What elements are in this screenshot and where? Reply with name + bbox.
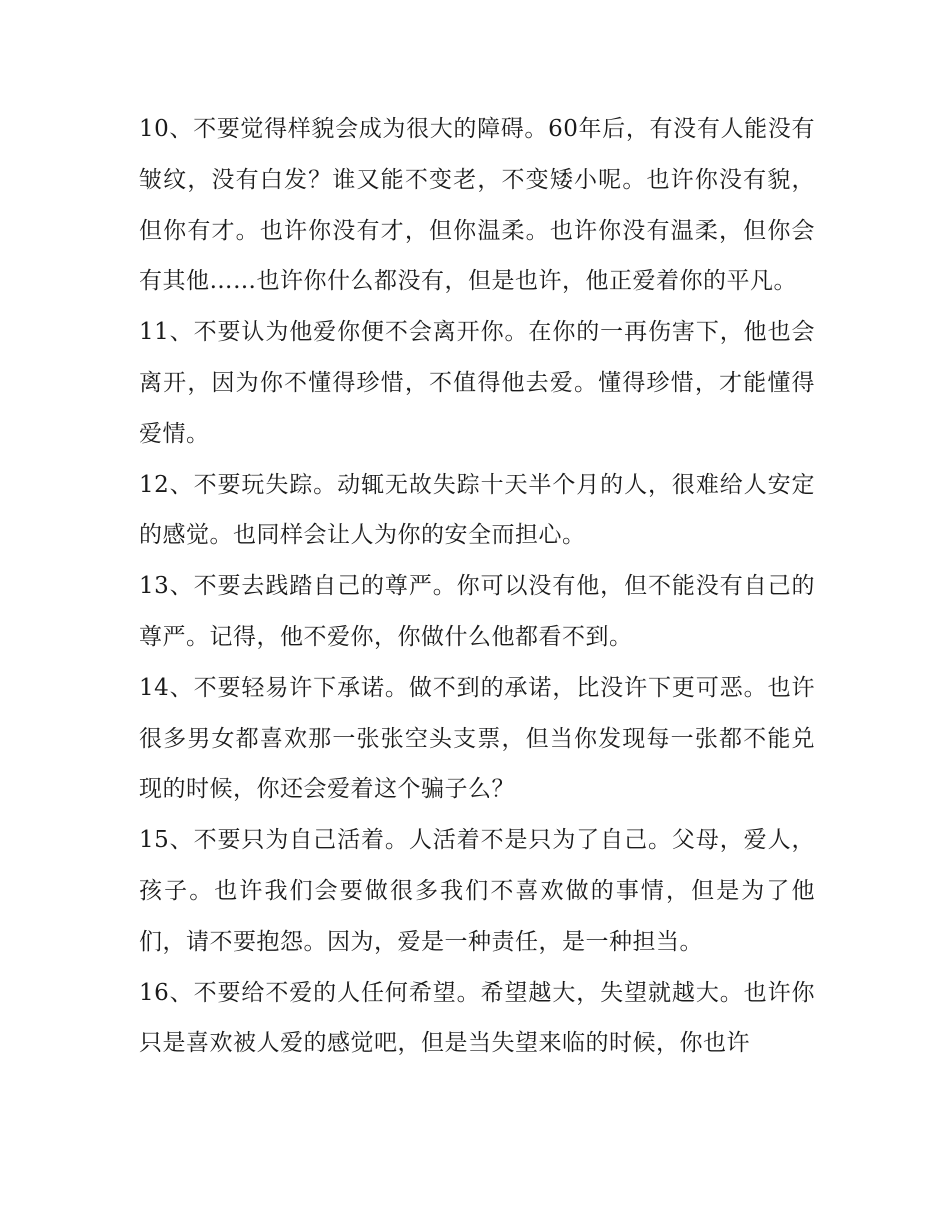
- paragraph-12: 12、不要玩失踪。动辄无故失踪十天半个月的人，很难给人安定的感觉。也同样会让人为你的安全而担心。: [139, 471, 815, 549]
- paragraph-14: 14、不要轻易许下承诺。做不到的承诺，比没许下更可恶。也许很多男女都喜欢那一张张空头支票，但当你发现每一张都不能兑现的时候，你还会爱着这个骗子么？: [139, 674, 815, 803]
- document-body: [139, 104, 815, 1069]
- paragraph-13: 13、不要去践踏自己的尊严。你可以没有他，但不能没有自己的尊严。记得，他不爱你，你做什么他都看不到。: [139, 573, 815, 650]
- paragraph-10: 10、不要觉得样貌会成为很大的障碍。60年后，有没有人能没有皱纹，没有白发？谁又能不变老，不变矮小呢。也许你没有貌，但你有才。也许你没有才，但你温柔。也许你没有温柔，但你会有其他……也许你什么都没有，但是也许，他正爱着你的平凡。: [139, 116, 815, 295]
- paragraph-16: 16、不要给不爱的人任何希望。希望越大，失望就越大。也许你只是喜欢被人爱的感觉吧，但是当失望来临的时候，你也许: [139, 979, 815, 1057]
- paragraph-15: 15、不要只为自己活着。人活着不是只为了自己。父母，爱人，孩子。也许我们会要做很多我们不喜欢做的事情，但是为了他们，请不要抱怨。因为，爱是一种责任，是一种担当。: [139, 827, 815, 955]
- paragraph-11: 11、不要认为他爱你便不会离开你。在你的一再伤害下，他也会离开，因为你不懂得珍惜，不值得他去爱。懂得珍惜，才能懂得爱情。: [139, 319, 815, 447]
